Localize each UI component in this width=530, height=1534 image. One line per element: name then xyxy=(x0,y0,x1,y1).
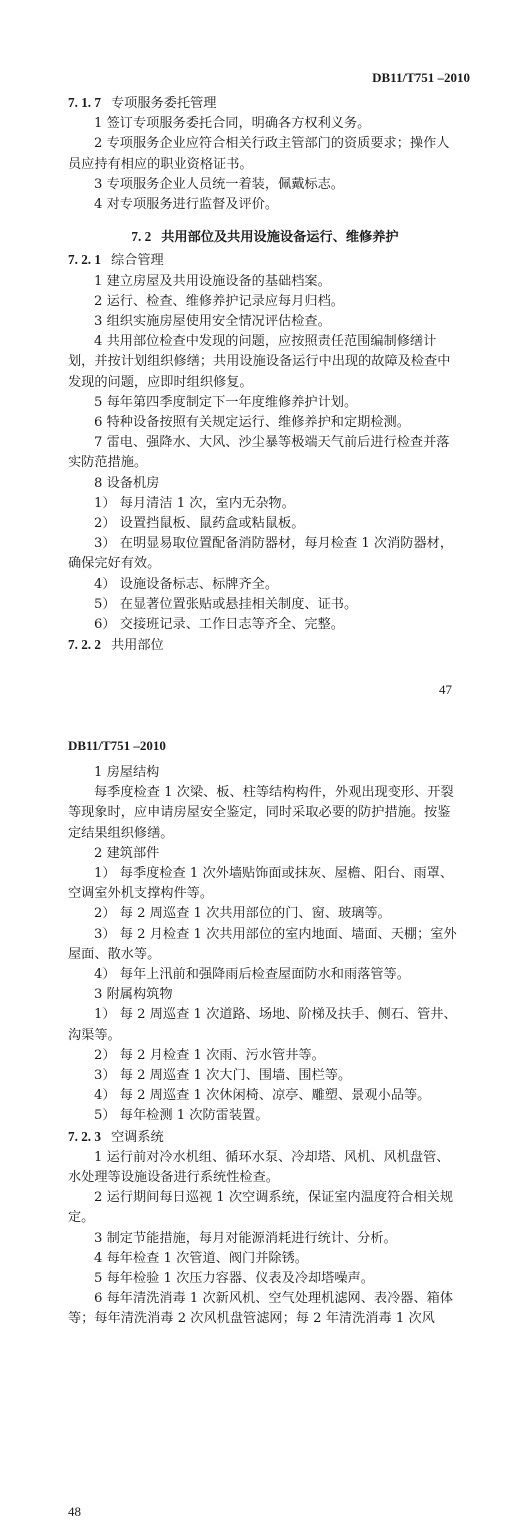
list-item: 每季度检查 1 次梁、板、柱等结构构件，外观出现变形、开裂等现象时，应申请房屋安全鉴定，同时采取必要的防护措施。按鉴定结果组织修缮。 xyxy=(68,785,454,841)
sub-list-item: 3） 每 2 周巡查 1 次大门、围墙、围栏等。 xyxy=(94,1068,352,1084)
list-item: 6 每年清洗消毒 1 次新风机、空气处理机滤网、表冷器、箱体等；每年清洗消毒 2 次风机盘管滤网；每 2 年清洗消毒 1 次风 xyxy=(68,1291,454,1327)
sub-list-item: 2） 每 2 周巡查 1 次共用部位的门、窗、玻璃等。 xyxy=(94,906,391,922)
sub-list-item: 2） 设置挡鼠板、鼠药盒或粘鼠板。 xyxy=(94,516,305,532)
list-item: 3 专项服务企业人员统一着装，佩戴标志。 xyxy=(94,176,344,192)
section-number: 7. 2 xyxy=(131,229,152,245)
list-item: 8 设备机房 xyxy=(94,475,160,491)
sub-list-item: 4） 每年上汛前和强降雨后检查屋面防水和雨落管等。 xyxy=(94,967,410,983)
list-item: 4 对专项服务进行监督及评价。 xyxy=(94,197,279,213)
list-item: 4 共用部位检查中发现的问题，应按照责任范围编制修缮计划，并按计划组织修缮；共用设施设备运行中出现的故障及检查中发现的问题，应即时组织修复。 xyxy=(68,334,451,390)
sub-list-item: 5） 每年检测 1 次防雷装置。 xyxy=(94,1108,269,1124)
list-item: 3 附属构筑物 xyxy=(94,987,173,1003)
section-title: 共用部位及共用设施设备运行、维修养护 xyxy=(161,230,399,246)
list-item: 6 特种设备按照有关规定运行、维修养护和定期检测。 xyxy=(94,415,410,431)
sub-list-item: 2） 每 2 月检查 1 次雨、污水管井等。 xyxy=(94,1047,325,1063)
list-item: 2 专项服务企业应符合相关行政主管部门的资质要求；操作人员应持有相应的职业资格证书。 xyxy=(68,136,450,172)
clause-title: 专项服务委托管理 xyxy=(110,96,217,111)
list-item: 5 每年检验 1 次压力容器、仪表及冷却塔噪声。 xyxy=(94,1271,374,1287)
clause-title: 综合管理 xyxy=(110,253,164,269)
list-item: 7 雷电、强降水、大风、沙尘暴等极端天气前后进行检查并落实防范措施。 xyxy=(68,435,450,471)
document-header: DB11/T751 –2010 xyxy=(372,70,470,85)
sub-list-item: 5） 在显著位置张贴或悬挂相关制度、证书。 xyxy=(94,596,358,612)
list-item: 2 建筑部件 xyxy=(94,845,160,861)
document-header: DB11/T751 –2010 xyxy=(68,738,166,753)
clause-title: 共用部位 xyxy=(110,638,164,654)
sub-list-item: 6） 交接班记录、工作日志等齐全、完整。 xyxy=(94,617,344,633)
sub-list-item: 3） 在明显易取位置配备消防器材，每月检查 1 次消防器材，确保完好有效。 xyxy=(68,536,454,572)
list-item: 2 运行期间每日巡视 1 次空调系统，保证室内温度符合相关规定。 xyxy=(68,1190,454,1226)
page-body xyxy=(68,763,462,1330)
sub-list-item: 1） 每月清洁 1 次，室内无杂物。 xyxy=(94,495,295,511)
list-item: 3 制定节能措施，每月对能源消耗进行统计、分析。 xyxy=(94,1230,397,1246)
list-item: 1 房屋结构 xyxy=(94,765,160,780)
sub-list-item: 1） 每 2 周巡查 1 次道路、场地、阶梯及扶手、侧石、管井、沟渠等。 xyxy=(68,1007,457,1043)
clause-number: 7. 2. 1 xyxy=(68,252,101,268)
sub-list-item: 4） 每 2 周巡查 1 次休闲椅、凉亭、雕塑、景观小品等。 xyxy=(94,1088,431,1104)
clause-title: 空调系统 xyxy=(110,1129,164,1145)
list-item: 4 每年检查 1 次管道、阀门并除锈。 xyxy=(94,1250,308,1266)
sub-list-item: 4） 设施设备标志、标牌齐全。 xyxy=(94,576,279,592)
list-item: 5 每年第四季度制定下一年度维修养护计划。 xyxy=(94,394,358,410)
sub-list-item: 1） 每季度检查 1 次外墙贴饰面或抹灰、屋檐、阳台、雨罩、空调室外机支撑构件等。 xyxy=(68,866,454,902)
clause-number: 7. 2. 3 xyxy=(68,1128,101,1144)
page-number: 48 xyxy=(68,1504,81,1519)
list-item: 1 建立房屋及共用设施设备的基础档案。 xyxy=(94,273,331,289)
sub-list-item: 3） 每 2 月检查 1 次共用部位的室内地面、墙面、天棚；室外屋面、散水等。 xyxy=(68,926,457,962)
clause-number: 7. 2. 2 xyxy=(68,637,101,653)
clause-number: 7. 1. 7 xyxy=(68,95,101,110)
clause-heading xyxy=(68,1127,462,1148)
list-item: 1 签订专项服务委托合同，明确各方权利义务。 xyxy=(94,116,371,132)
list-item: 2 运行、检查、维修养护记录应每月归档。 xyxy=(94,293,344,309)
page-number: 47 xyxy=(439,682,452,697)
list-item: 3 组织实施房屋使用安全情况评估检查。 xyxy=(94,314,331,330)
list-item: 1 运行前对冷水机组、循环水泵、冷却塔、风机、风机盘管、水处理等设施设备进行系统性检查。 xyxy=(68,1149,450,1186)
